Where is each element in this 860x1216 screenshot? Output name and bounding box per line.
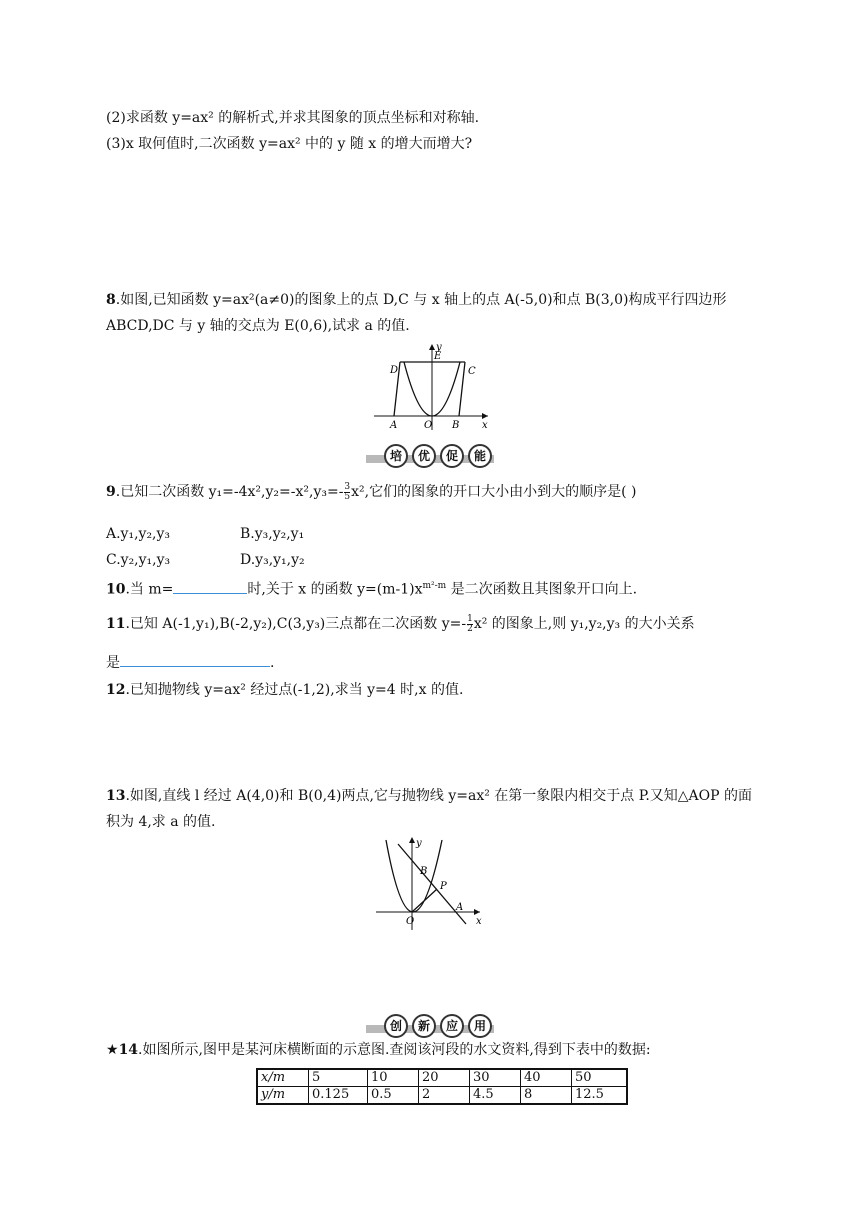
table-cell: 40 (521, 1069, 572, 1087)
q8-fig-y-label: y (436, 342, 442, 353)
q14-text: .如图所示,图甲是某河床横断面的示意图.查阅该河段的水文资料,得到下表中的数据: (138, 1042, 651, 1058)
q9-number: 9 (106, 484, 116, 500)
q11-answer-blank[interactable] (120, 652, 270, 667)
q10-stem (106, 576, 637, 600)
q9-fraction (344, 483, 350, 502)
table-cell: x/m (257, 1069, 309, 1087)
q12-number: 12 (106, 682, 126, 698)
q11-frac-den: 2 (467, 623, 473, 634)
banner2-char-4: 用 (468, 1014, 492, 1038)
table-cell: 2 (419, 1087, 470, 1105)
q9-text-post: x²,它们的图象的开口大小由小到大的顺序是( ) (351, 484, 637, 500)
q13-fig-B-label: B (420, 866, 428, 877)
table-cell: 50 (572, 1069, 628, 1087)
banner2-char-2: 新 (412, 1014, 436, 1038)
q11-line1 (106, 614, 695, 634)
table-cell: y/m (257, 1087, 309, 1105)
q11-line2-pre: 是 (106, 655, 120, 671)
table-cell: 4.5 (470, 1087, 521, 1105)
q11-line2-post: . (270, 655, 275, 671)
q11-frac-num: 1 (467, 613, 473, 624)
q10-answer-blank[interactable] (173, 579, 247, 594)
q9-text-pre: .已知二次函数 y₁=-4x²,y₂=-x²,y₃=- (115, 484, 344, 500)
q8-fig-A-label: A (390, 420, 398, 431)
q9-stem (106, 482, 637, 502)
table-cell: 0.5 (368, 1087, 419, 1105)
q11-line2 (106, 652, 274, 673)
q13-fig-y-label: y (416, 838, 422, 849)
q13-fig-x-label: x (476, 916, 482, 927)
q11-fraction (467, 615, 473, 634)
table-row-y (257, 1087, 627, 1105)
q8-line2: ABCD,DC 与 y 轴的交点为 E(0,6),试求 a 的值. (106, 318, 410, 334)
star-icon: ★ (106, 1042, 119, 1058)
banner2-char-3: 应 (440, 1014, 464, 1038)
q10-text-post: 是二次函数且其图象开口向上. (446, 581, 638, 598)
q9-option-d: D.y₃,y₁,y₂ (240, 552, 305, 568)
q13-text1: .如图,直线 l 经过 A(4,0)和 B(0,4)两点,它与抛物线 y=ax² 在第一象限内相交于点 P.又知△AOP 的面 (125, 788, 752, 804)
banner1-char-1: 培 (384, 444, 408, 468)
q8-fig-B-label: B (452, 420, 460, 431)
q13-figure (372, 832, 488, 934)
q9-option-a: A.y₁,y₂,y₃ (106, 526, 171, 542)
q10-number: 10 (106, 581, 126, 598)
q13-line1 (106, 786, 752, 806)
q10-text-mid: 时,关于 x 的函数 y=(m-1)x (247, 581, 423, 598)
banner1-char-4: 能 (468, 444, 492, 468)
q8-fig-O-label: O (424, 420, 433, 431)
q14-number: 14 (118, 1042, 139, 1058)
q13-line2: 积为 4,求 a 的值. (106, 814, 216, 830)
table-cell: 8 (521, 1087, 572, 1105)
table-cell: 5 (309, 1069, 368, 1087)
q9-frac-den: 5 (344, 491, 351, 502)
q8-fig-E-label: E (434, 351, 442, 362)
q10-exponent: m²-m (422, 581, 447, 591)
section-banner-peiyou (366, 444, 494, 466)
q12-stem (106, 680, 463, 700)
table-cell: 12.5 (572, 1087, 628, 1105)
banner1-char-2: 优 (412, 444, 436, 468)
table-cell: 20 (419, 1069, 470, 1087)
q8-text1: .如图,已知函数 y=ax²(a≠0)的图象上的点 D,C 与 x 轴上的点 A(-5,0)和点 B(3,0)构成平行四边形 (115, 292, 727, 308)
banner1-char-3: 促 (440, 444, 464, 468)
q7-part2: (2)求函数 y=ax² 的解析式,并求其图象的顶点坐标和对称轴. (106, 110, 480, 126)
q11-text-post: x² 的图象上,则 y₁,y₂,y₃ 的大小关系 (473, 616, 695, 632)
q11-text-pre: .已知 A(-1,y₁),B(-2,y₂),C(3,y₃)三点都在二次函数 y=- (125, 616, 467, 632)
q13-fig-P-label: P (440, 881, 447, 892)
table-cell: 0.125 (309, 1087, 368, 1105)
table-row-x (257, 1069, 627, 1087)
table-cell: 10 (368, 1069, 419, 1087)
q8-fig-D-label: D (390, 365, 399, 376)
q14-data-table (256, 1068, 628, 1105)
q13-number: 13 (106, 788, 126, 804)
q9-option-b: B.y₃,y₂,y₁ (240, 526, 305, 542)
q10-text-pre: .当 m= (125, 581, 174, 598)
table-cell: 30 (470, 1069, 521, 1087)
section-banner-chuangxin (366, 1014, 494, 1036)
q8-figure (370, 340, 494, 432)
q12-text: .已知抛物线 y=ax² 经过点(-1,2),求当 y=4 时,x 的值. (125, 682, 464, 698)
q8-fig-C-label: C (468, 366, 476, 377)
q8-fig-x-label: x (482, 420, 488, 431)
q13-fig-A-label: A (456, 902, 464, 913)
q8-line1 (106, 290, 727, 310)
q8-number: 8 (106, 292, 116, 308)
q7-part3: (3)x 取何值时,二次函数 y=ax² 中的 y 随 x 的增大而增大? (106, 136, 473, 152)
q13-fig-O-label: O (406, 916, 415, 927)
q14-stem (106, 1040, 651, 1060)
q11-number: 11 (106, 616, 126, 632)
q9-option-c: C.y₂,y₁,y₃ (106, 552, 171, 568)
banner2-char-1: 创 (384, 1014, 408, 1038)
q9-frac-num: 3 (344, 481, 351, 492)
